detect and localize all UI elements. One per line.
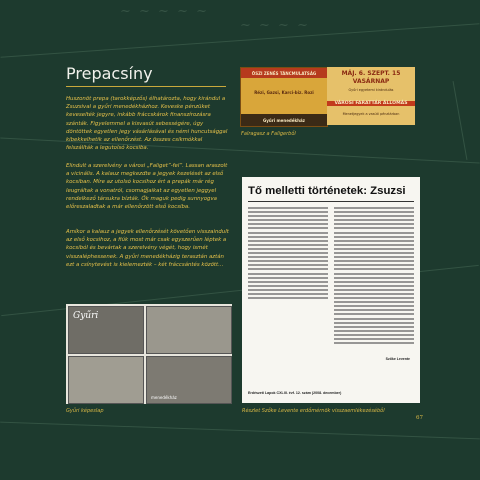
poster-day: VASÁRNAP: [352, 78, 390, 85]
postcard-label: Gyűri: [73, 311, 99, 321]
story-paragraph-3: Amíkor a kalauz a jegyek ellenőrzését követően visszaindult az első kocsihoz, a fiúk most már csak egyszerűen léptek a kocsiból és bevártak a szerelvény végét, hogy ismét visszaléphessenek. A gyűri menedékházig terasztán aztán ezt a csínytevést is kielemezték – két fráccsántés között…: [66, 229, 229, 268]
map-line: [453, 81, 468, 160]
postcard-photo: [146, 306, 232, 354]
photo-caption: Gyűri képeslap: [66, 408, 104, 414]
poster-footer: Gyűri menedékház: [262, 118, 306, 123]
poster-event: Gyűri egyetemi kirándulás: [348, 88, 394, 92]
page-number: 67: [416, 415, 423, 421]
poster-header: ŐSZI ZENÉS TÁNCMULATSÁG: [251, 71, 317, 76]
map-line: [0, 422, 480, 440]
article-column-right: [334, 207, 414, 346]
article-caption: Részlet Szőke Levente erdőmérnök visszaemlékezéséből: [242, 408, 385, 414]
article-signature: Szőke Levente: [385, 357, 410, 361]
article-title: Tő melletti történetek: Zsuzsi: [248, 185, 406, 197]
map-decoration: ~ ~ ~ ~ ~: [120, 4, 209, 19]
poster-dates: MÁJ. 6. SZEPT. 15: [341, 70, 401, 77]
page-title: Prepacsíny: [66, 64, 153, 83]
postcard-photos: [66, 304, 232, 404]
story-paragraph-1: Huszonöt prepa (tarokképzős) élhatározta, hogy kirándul a Zsuzsival a gyűri menedékházhoz. Keveske pénzüket keveselték jegyre, inkább fráccskárok finanszírozásra szánták. Figyelemmel a kisvasút sebességére, úgy döntöttek egyetlen jegy vásárlásával és némi huncutsággal kibekkelhetik az ellenőrzést. Az összes csikmókkal felszállták a legutolsó kocsiba.: [66, 96, 228, 152]
map-decoration: ~ ~ ~ ~: [240, 18, 310, 33]
dance-poster: [240, 67, 328, 127]
postcard-photo: [68, 356, 144, 404]
postcard-photo: [146, 356, 232, 404]
postcard-label: menedékház: [151, 395, 177, 400]
article-clipping: [242, 177, 420, 403]
excursion-poster: [327, 67, 415, 125]
title-underline: [66, 86, 226, 87]
poster-caption: Falragasz a Faligerből: [241, 131, 296, 137]
article-column-left: [248, 207, 328, 301]
poster-tickets: Menetjegyek a vasúti pénztárban: [342, 112, 400, 116]
article-rule: [248, 201, 414, 202]
poster-station: VÁROSI FARATTÁR ÁLLOMÁS: [327, 101, 415, 106]
article-source: Erdészeti Lapok CXLIII. évf. 12. szám (2008. december): [248, 391, 342, 395]
story-paragraph-2: Elindult a szerelvény a városi „Faliget”-fel”. Lassan araszolt a vicinális. A kalauz megkezdte a jegyek kezelését az első kocsiban. Míre az utolsó kocsihoz ért a prepák már rég leugráltak a vonatról, csomagjaikat az egyetlen jeggyel rendelkező társukra bízták. Ők maguk pedig sunnyogva előreszaladtak a már ellenőrzött első kocsiba.: [66, 163, 228, 211]
poster-subtext: Rézi, Gazsi, Karci-biz. Rozi: [254, 90, 314, 95]
postcard-photo: [68, 306, 144, 354]
